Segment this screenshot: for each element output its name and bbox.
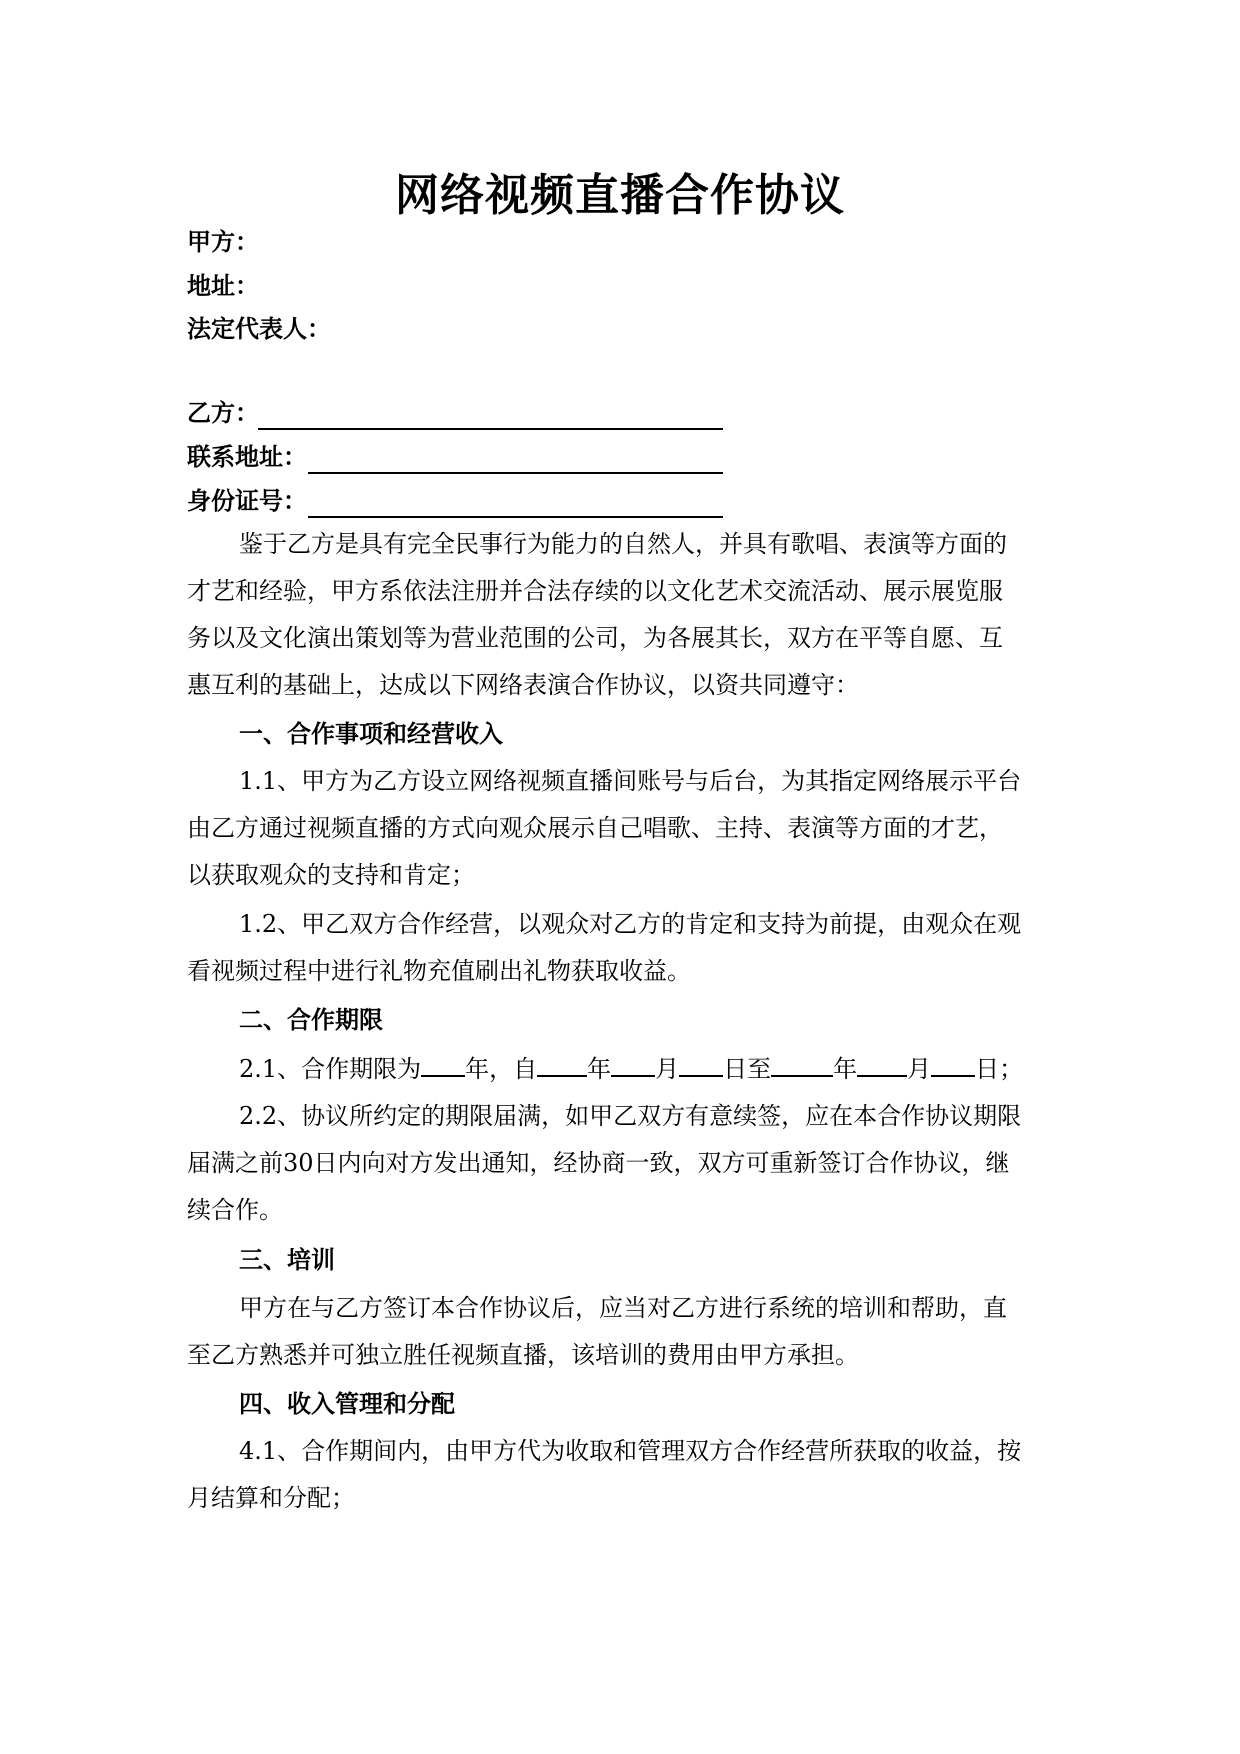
preamble-line: 惠互利的基础上，达成以下网络表演合作协议，以资共同遵守： [187,671,859,699]
section-2-p2-line: 届满之前30日内向对方发出通知，经协商一致，双方可重新签订合作协议，继 [187,1149,1010,1177]
section-4-heading: 四、收入管理和分配 [239,1389,455,1418]
term-text: 月 [907,1055,932,1083]
term-text: 年 [833,1055,858,1083]
start-year-blank[interactable] [537,1051,587,1077]
document-title: 网络视频直播合作协议 [395,170,845,221]
party-a-address-label: 地址： [187,271,259,300]
end-month-blank[interactable] [857,1051,907,1077]
preamble-line: 鉴于乙方是具有完全民事行为能力的自然人，并具有歌唱、表演等方面的 [239,530,1007,558]
section-2-p2-line: 续合作。 [187,1196,283,1224]
start-month-blank[interactable] [611,1051,655,1077]
party-b-id-number-blank[interactable] [308,516,723,518]
section-3-heading: 三、培训 [239,1245,335,1274]
start-day-blank[interactable] [679,1051,723,1077]
preamble-line: 才艺和经验，甲方系依法注册并合法存续的以文化艺术交流活动、展示展览服 [187,577,1003,605]
party-b-name-label: 乙方： [187,398,259,427]
section-1-p1-line: 以获取观众的支持和肯定； [187,861,475,889]
term-text: 月 [655,1055,680,1083]
term-text: 日至 [723,1055,772,1083]
section-1-p1-line: 1.1、甲方为乙方设立网络视频直播间账号与后台，为其指定网络展示平台 [239,767,1022,795]
end-day-blank[interactable] [931,1051,975,1077]
party-b-id-number-label: 身份证号： [187,486,307,515]
party-b-contact-address-label: 联系地址： [187,442,307,471]
term-text: 年 [587,1055,612,1083]
section-2-heading: 二、合作期限 [239,1005,383,1034]
party-b-name-blank[interactable] [258,428,723,430]
section-2-term-line [239,1051,1099,1085]
section-1-p2-line: 看视频过程中进行礼物充值刷出礼物获取收益。 [187,957,691,985]
preamble-line: 务以及文化演出策划等为营业范围的公司，为各展其长，双方在平等自愿、互 [187,624,1003,652]
party-a-name-label: 甲方： [187,227,259,256]
section-4-p1-line: 月结算和分配； [187,1484,355,1512]
term-text: 年，自 [465,1055,538,1083]
end-year-blank[interactable] [771,1051,833,1077]
party-b-contact-address-blank[interactable] [308,472,723,474]
term-text: 2.1、合作期限为 [239,1055,422,1083]
section-1-p1-line: 由乙方通过视频直播的方式向观众展示自己唱歌、主持、表演等方面的才艺， [187,814,1003,842]
section-1-p2-line: 1.2、甲乙双方合作经营，以观众对乙方的肯定和支持为前提，由观众在观 [239,910,1022,938]
party-a-legal-rep-label: 法定代表人： [187,314,331,343]
section-4-p1-line: 4.1、合作期间内，由甲方代为收取和管理双方合作经营所获取的收益，按 [239,1437,1022,1465]
term-years-blank[interactable] [421,1051,465,1077]
section-3-p1-line: 甲方在与乙方签订本合作协议后，应当对乙方进行系统的培训和帮助，直 [239,1294,1007,1322]
term-text: 日； [975,1055,1024,1083]
section-3-p1-line: 至乙方熟悉并可独立胜任视频直播，该培训的费用由甲方承担。 [187,1341,859,1369]
section-1-heading: 一、合作事项和经营收入 [239,719,503,748]
section-2-p2-line: 2.2、协议所约定的期限届满，如甲乙双方有意续签，应在本合作协议期限 [239,1102,1022,1130]
